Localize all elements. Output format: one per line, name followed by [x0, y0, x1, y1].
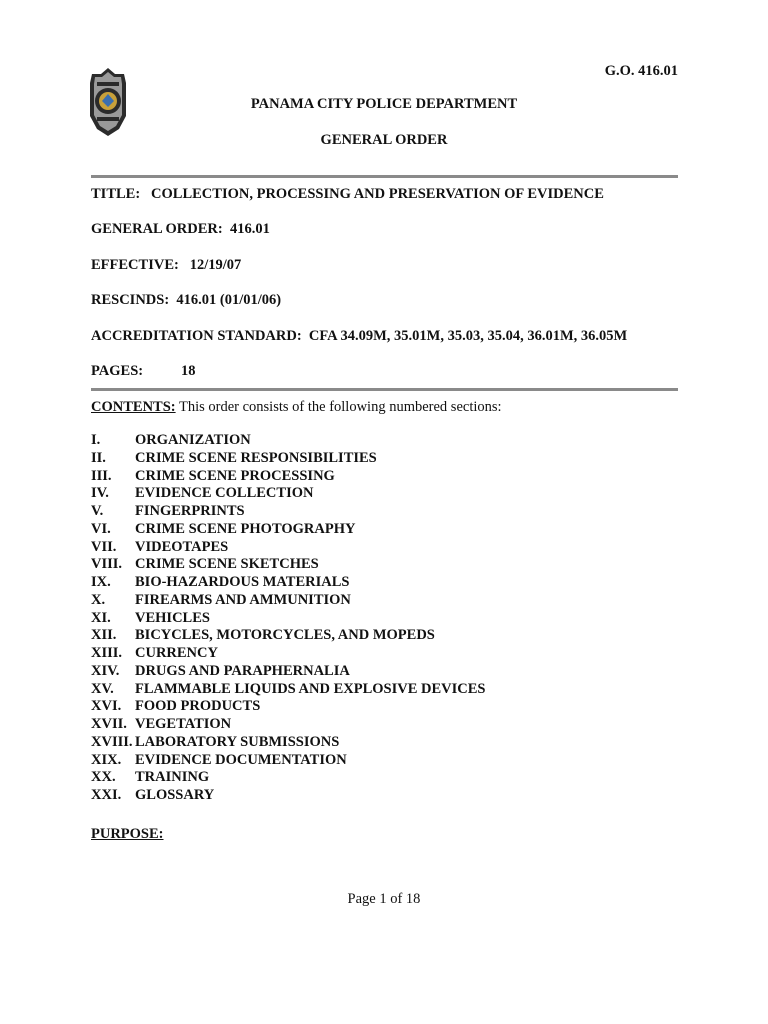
toc-title: VEHICLES	[135, 609, 210, 626]
header-divider	[91, 175, 678, 178]
toc-item	[91, 468, 485, 486]
toc-title: FIREARMS AND AMMUNITION	[135, 591, 351, 608]
document-type: GENERAL ORDER	[320, 132, 448, 148]
toc-title: BICYCLES, MOTORCYCLES, AND MOPEDS	[135, 627, 435, 644]
general-order-label: GENERAL ORDER:	[91, 221, 223, 237]
toc-number: I.	[91, 432, 101, 448]
toc-title: ORGANIZATION	[135, 432, 251, 448]
toc-title: BIO-HAZARDOUS MATERIALS	[135, 574, 350, 590]
toc-number: X.	[91, 591, 106, 608]
toc-title: CRIME SCENE PROCESSING	[135, 467, 335, 484]
toc-number: XVIII.	[91, 733, 133, 750]
toc-title: CRIME SCENE RESPONSIBILITIES	[135, 449, 377, 466]
toc-number: VII.	[91, 538, 117, 555]
toc-number: XII.	[91, 627, 117, 644]
toc-item	[91, 698, 485, 716]
toc-title: CURRENCY	[135, 645, 218, 661]
toc-title: TRAINING	[135, 769, 210, 786]
title-value: COLLECTION, PROCESSING AND PRESERVATION OF EVIDENCE	[151, 186, 604, 202]
toc-number: IX.	[91, 574, 111, 590]
toc-item	[91, 610, 485, 628]
accreditation-label: ACCREDITATION STANDARD:	[91, 328, 302, 344]
department-name: PANAMA CITY POLICE DEPARTMENT	[250, 96, 518, 112]
toc-title: CRIME SCENE PHOTOGRAPHY	[135, 520, 356, 537]
contents-intro	[91, 399, 502, 416]
toc-title: EVIDENCE COLLECTION	[135, 485, 314, 502]
toc-title: DRUGS AND PARAPHERNALIA	[135, 662, 350, 679]
toc-title: VEGETATION	[135, 716, 232, 732]
toc-number: III.	[91, 467, 112, 484]
title-label: TITLE:	[91, 186, 141, 202]
go-number: G.O. 416.01	[604, 63, 678, 79]
toc-number: XIX.	[91, 751, 122, 768]
pages-field	[91, 363, 196, 380]
rescinds-field	[91, 292, 281, 309]
toc-number: XI.	[91, 609, 111, 626]
toc-item	[91, 485, 485, 503]
toc-number: VIII.	[91, 556, 123, 573]
toc-number: XIV.	[91, 662, 120, 679]
toc-number: V.	[91, 503, 104, 519]
rescinds-value: 416.01 (01/01/06)	[176, 292, 282, 308]
toc-item	[91, 503, 485, 521]
toc-title: EVIDENCE DOCUMENTATION	[135, 751, 347, 768]
toc-number: XXI.	[91, 787, 122, 803]
effective-label: EFFECTIVE:	[91, 257, 179, 273]
contents-text: This order consists of the following numbered sections:	[178, 399, 502, 415]
pages-label: PAGES:	[91, 363, 144, 379]
toc-number: II.	[91, 449, 106, 466]
accreditation-value: CFA 34.09M, 35.01M, 35.03, 35.04, 36.01M, 36.05M	[308, 328, 628, 344]
toc-item	[91, 752, 485, 770]
page-number: Page 1 of 18	[347, 891, 421, 907]
toc-item	[91, 592, 485, 610]
toc-number: XVI.	[91, 698, 122, 715]
toc-item	[91, 787, 485, 805]
purpose-heading: PURPOSE:	[91, 826, 164, 842]
toc-number: VI.	[91, 520, 111, 537]
toc-title: FINGERPRINTS	[135, 503, 245, 519]
toc-item	[91, 521, 485, 539]
toc-title: VIDEOTAPES	[135, 538, 229, 555]
rescinds-label: RESCINDS:	[91, 292, 170, 308]
toc-item	[91, 663, 485, 681]
title-field	[91, 186, 604, 203]
toc-item	[91, 681, 485, 699]
toc-item	[91, 432, 485, 450]
toc-title: FOOD PRODUCTS	[135, 698, 261, 715]
effective-field	[91, 257, 241, 274]
effective-value: 12/19/07	[189, 257, 242, 273]
toc-item	[91, 716, 485, 734]
toc-item	[91, 574, 485, 592]
general-order-field	[91, 221, 270, 238]
toc-number: IV.	[91, 485, 109, 502]
toc-number: XVII.	[91, 716, 127, 732]
toc-title: FLAMMABLE LIQUIDS AND EXPLOSIVE DEVICES	[135, 680, 486, 697]
fields-divider	[91, 388, 678, 391]
toc-title: CRIME SCENE SKETCHES	[135, 556, 319, 573]
toc-item	[91, 734, 485, 752]
accreditation-field	[91, 328, 627, 345]
toc-item	[91, 450, 485, 468]
toc-item	[91, 556, 485, 574]
toc-number: XV.	[91, 680, 114, 697]
toc-number: XX.	[91, 769, 116, 786]
toc-item	[91, 645, 485, 663]
toc-item	[91, 539, 485, 557]
toc-title: GLOSSARY	[135, 787, 215, 803]
table-of-contents	[91, 432, 485, 805]
toc-item	[91, 769, 485, 787]
pages-value: 18	[181, 363, 196, 379]
toc-title: LABORATORY SUBMISSIONS	[135, 733, 340, 750]
general-order-value: 416.01	[229, 221, 270, 237]
toc-number: XIII.	[91, 645, 123, 661]
contents-label: CONTENTS:	[91, 399, 176, 415]
toc-item	[91, 627, 485, 645]
